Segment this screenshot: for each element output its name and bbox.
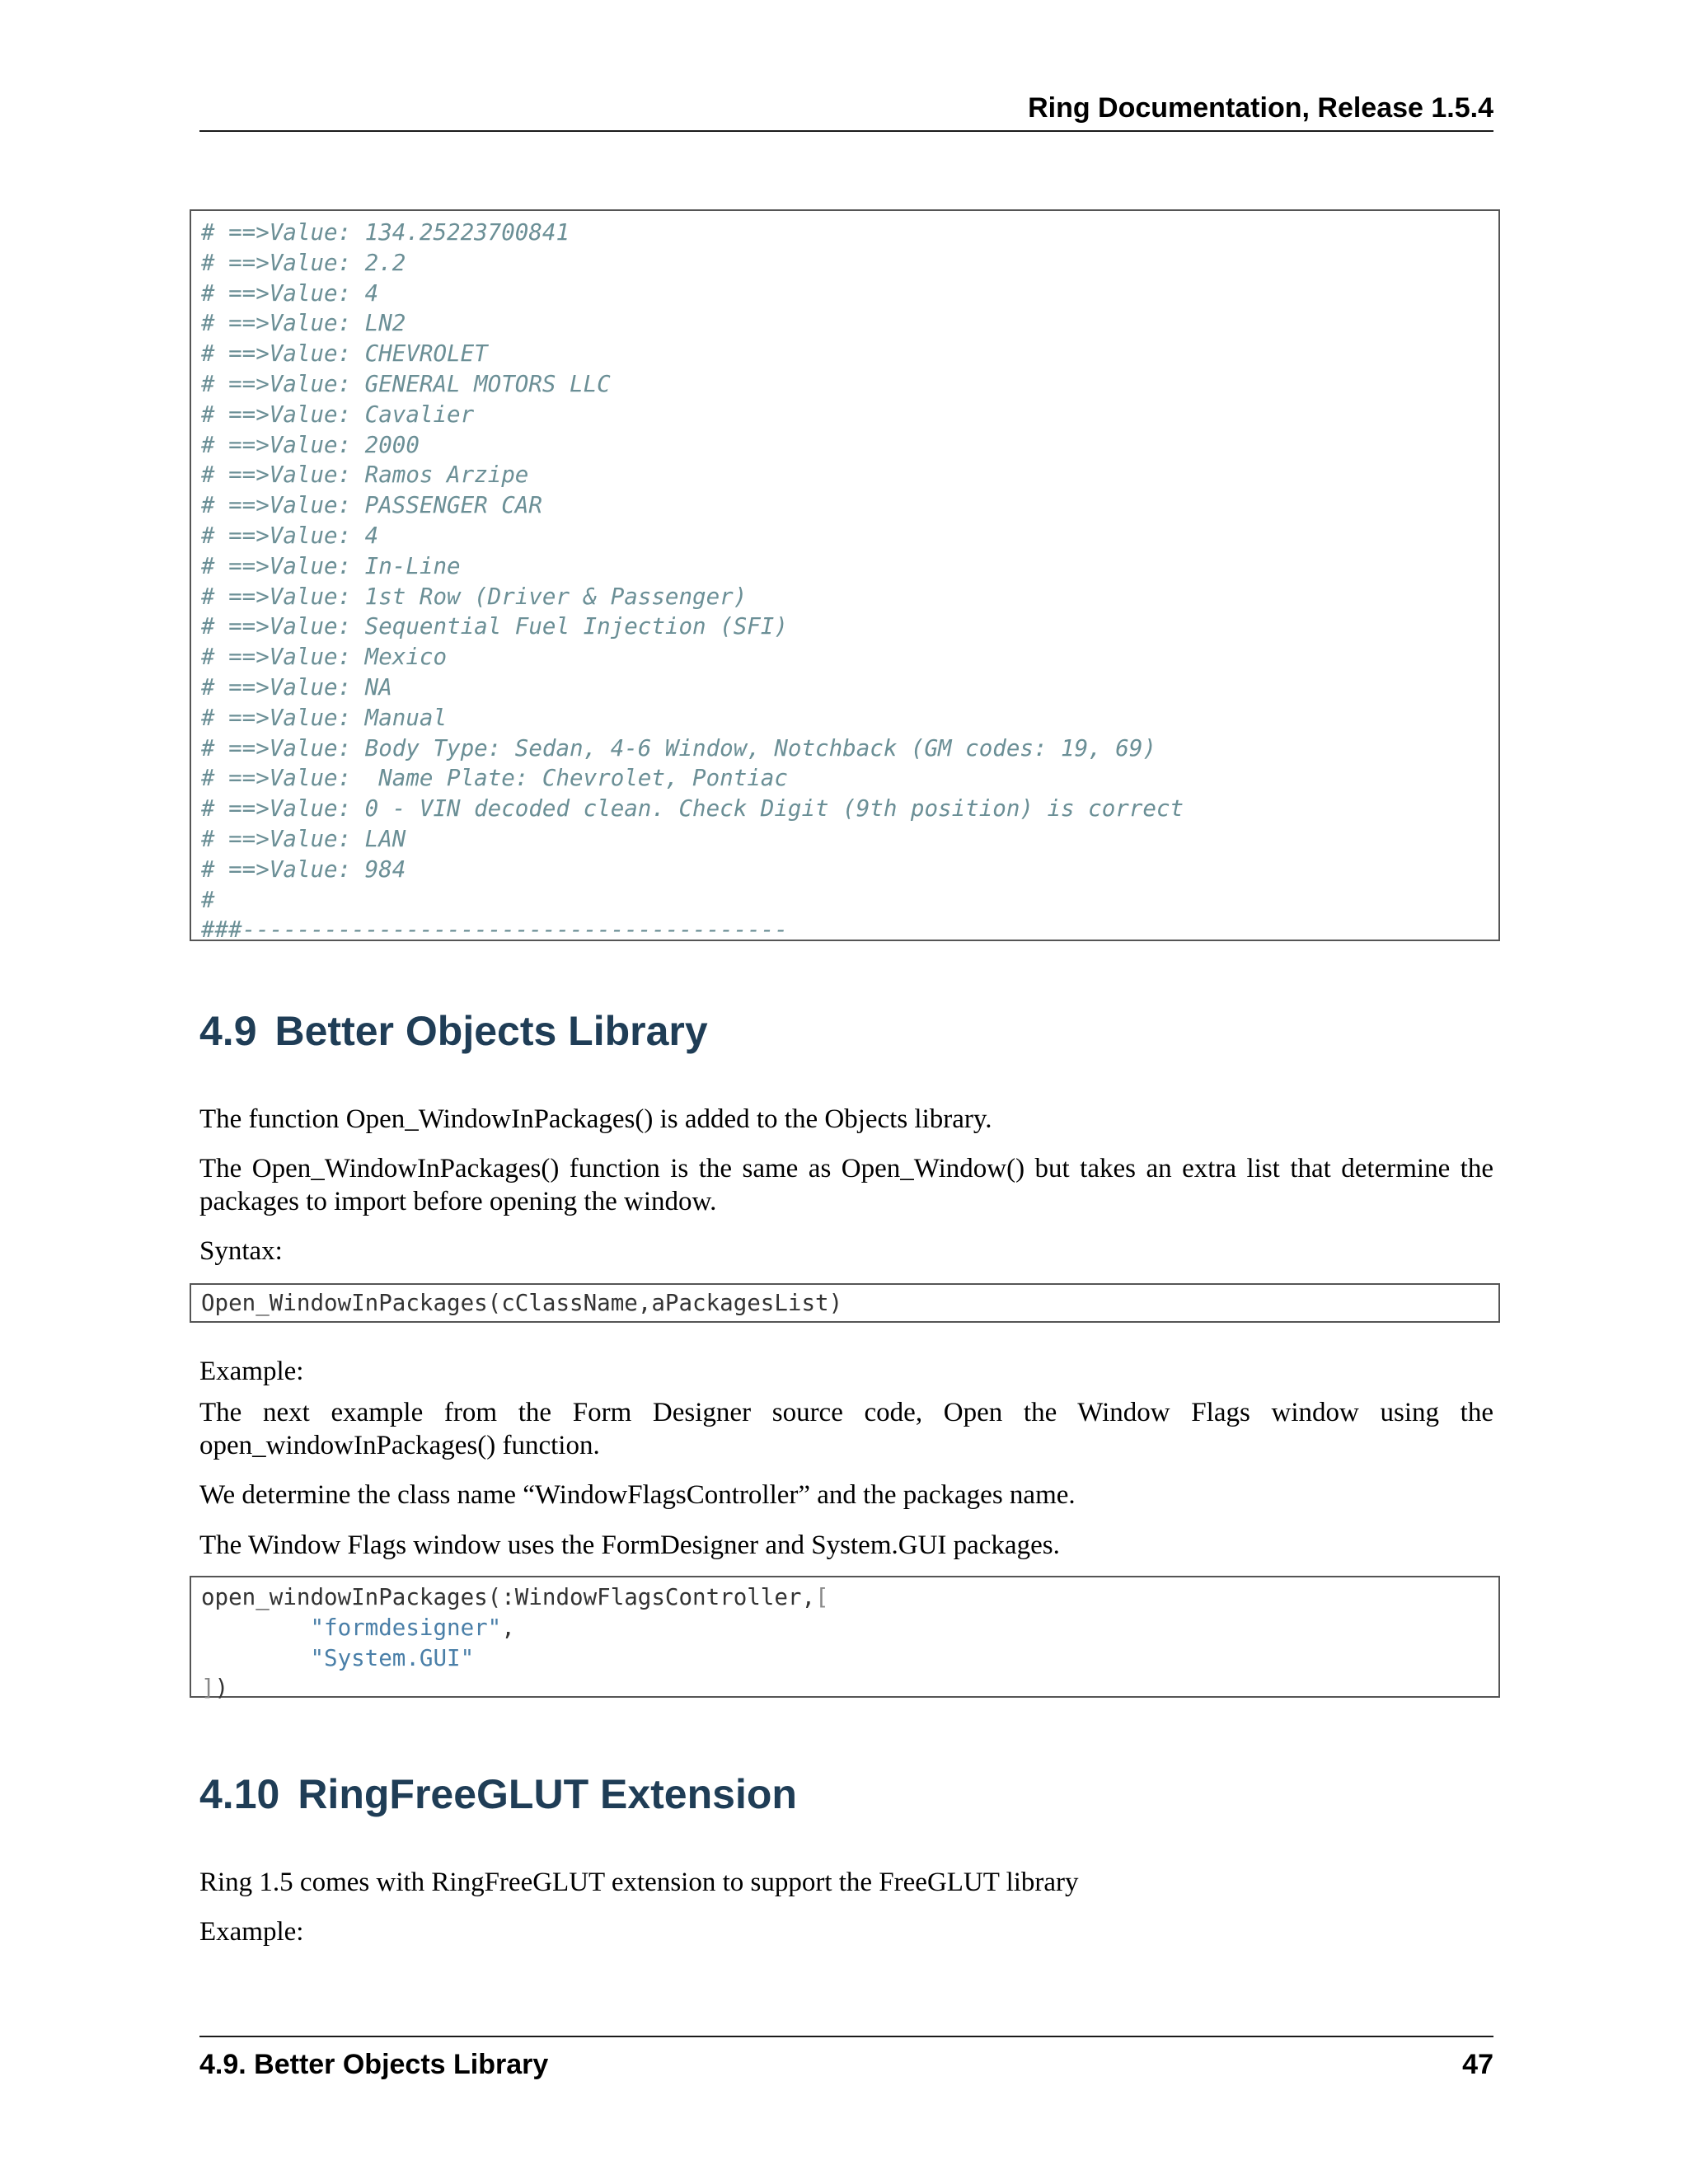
code-bracket: [	[815, 1584, 829, 1610]
output-line: ###----------------------------------------	[201, 916, 788, 944]
section-title: RingFreeGLUT Extension	[298, 1771, 797, 1817]
code-comma: ,	[501, 1614, 515, 1641]
code-indent	[201, 1645, 310, 1671]
code-string: "System.GUI"	[310, 1644, 475, 1671]
syntax-label: Syntax:	[199, 1236, 283, 1266]
section-heading-4-10	[199, 1770, 797, 1818]
code-string: "formdesigner"	[310, 1614, 502, 1641]
output-line: # ==>Value: Ramos Arzipe	[201, 462, 529, 489]
output-line: # ==>Value: NA	[201, 673, 392, 701]
paragraph: The function Open_WindowInPackages() is added to the Objects library.	[199, 1104, 992, 1134]
output-line: # ==>Value: Mexico	[201, 644, 448, 671]
output-line: # ==>Value: Body Type: Sedan, 4-6 Window, Notchback (GM codes: 19, 69)	[201, 734, 1156, 762]
paragraph: The Open_WindowInPackages() function is the same as Open_Window() but takes an extra list that determine the packages to import before opening the window.	[199, 1154, 1493, 1216]
header-title: Ring Documentation, Release 1.5.4	[1028, 92, 1493, 124]
code-line	[201, 1613, 1489, 1643]
section-heading-4-9	[199, 1007, 708, 1055]
example-code-block	[190, 1576, 1500, 1702]
output-line: # ==>Value: GENERAL MOTORS LLC	[201, 370, 611, 397]
example-label: Example:	[199, 1357, 304, 1386]
output-line: # ==>Value: 4	[201, 522, 379, 549]
paragraph: We determine the class name “WindowFlagsController” and the packages name.	[199, 1480, 1076, 1510]
output-line: # ==>Value: PASSENGER CAR	[201, 492, 542, 519]
syntax-code-line: Open_WindowInPackages(cClassName,aPackagesList)	[201, 1290, 843, 1316]
output-line: # ==>Value: 1st Row (Driver & Passenger)	[201, 583, 748, 610]
page-number: 47	[1462, 2049, 1493, 2080]
paragraph: The Window Flags window uses the FormDesigner and System.GUI packages.	[199, 1530, 1060, 1560]
paragraph: Ring 1.5 comes with RingFreeGLUT extension to support the FreeGLUT library	[199, 1868, 1079, 1897]
output-line: # ==>Value: LAN	[201, 825, 406, 852]
section-title: Better Objects Library	[274, 1008, 708, 1054]
paragraph: The next example from the Form Designer source code, Open the Window Flags window using the open_windowInPackages() function.	[199, 1398, 1493, 1460]
output-line: # ==>Value: 0 - VIN decoded clean. Check Digit (9th position) is correct	[201, 795, 1184, 823]
output-line: #	[201, 886, 215, 913]
page-header	[199, 89, 1493, 132]
code-line	[201, 1673, 1489, 1704]
code-line	[201, 1643, 1489, 1674]
output-line: # ==>Value: 984	[201, 855, 406, 883]
output-line: # ==>Value: CHEVROLET	[201, 340, 488, 368]
output-line: # ==>Value: In-Line	[201, 552, 461, 579]
output-line: # ==>Value: 2.2	[201, 249, 406, 276]
section-number: 4.10	[199, 1771, 280, 1817]
code-line	[201, 1582, 1489, 1613]
output-line: # ==>Value: 134.25223700841	[201, 219, 570, 246]
output-line: # ==>Value: Manual	[201, 704, 448, 731]
code-paren: )	[214, 1675, 229, 1702]
output-line: # ==>Value: 4	[201, 279, 379, 307]
code-bracket: ]	[201, 1675, 215, 1702]
output-line: # ==>Value: Sequential Fuel Injection (SFI)	[201, 613, 788, 640]
example-label: Example:	[199, 1917, 304, 1947]
output-code-block	[190, 209, 1500, 944]
code-call: open_windowInPackages(:WindowFlagsController,	[201, 1584, 816, 1610]
output-line: # ==>Value: Name Plate: Chevrolet, Pontiac	[201, 765, 788, 792]
page-footer	[199, 2036, 1493, 2087]
section-number: 4.9	[199, 1008, 257, 1054]
syntax-code-block	[190, 1283, 1500, 1323]
code-indent	[201, 1615, 310, 1641]
footer-section: 4.9. Better Objects Library	[199, 2049, 549, 2080]
output-line: # ==>Value: LN2	[201, 310, 406, 337]
output-line: # ==>Value: 2000	[201, 431, 420, 458]
output-line: # ==>Value: Cavalier	[201, 401, 475, 428]
